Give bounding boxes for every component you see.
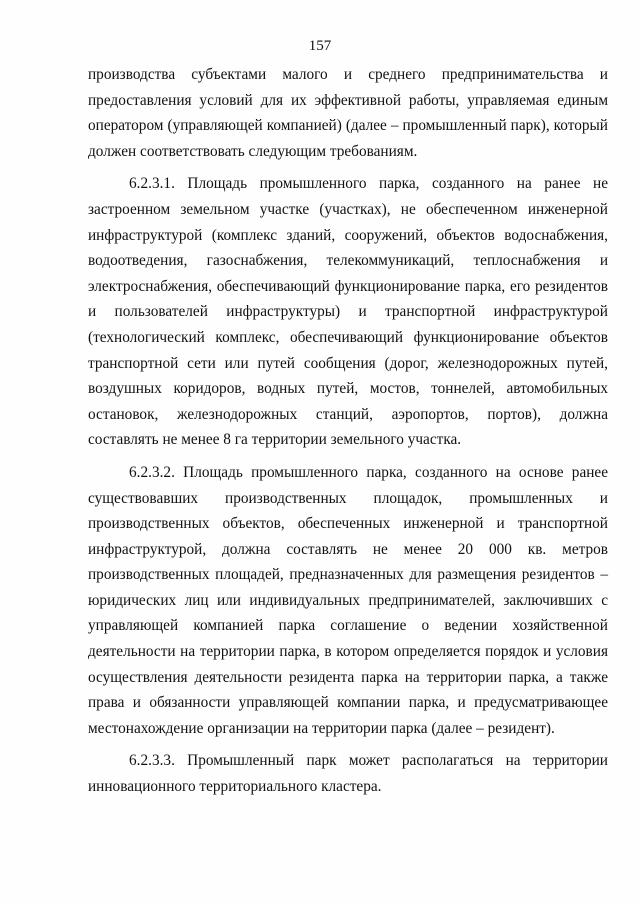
paragraph-continuation: производства субъектами малого и среднего предпринимательства и предоставления условий для их эффективной работы, управляемая единым оператором (управляющей компанией) (далее – промышленный парк), который должен соответствовать следующим требованиям. [88,66,608,160]
paragraph-6-2-3-3: 6.2.3.3. Промышленный парк может располагаться на территории инновационного территориального кластера. [88,752,608,796]
body-text [88,62,608,800]
page-number: 157 [308,38,332,54]
paragraph-6-2-3-1: 6.2.3.1. Площадь промышленного парка, созданного на ранее не застроенном земельном участке (участках), не обеспеченном инженерной инфраструктурой (комплекс зданий, сооружений, объектов водоснабжения, водоотведения, газоснабжения, телекоммуникаций, теплоснабжения и электроснабжения, обеспечивающий функционирование парка, его резидентов и пользователей инфраструктуры) и транспортной инфраструктурой (технологический комплекс, обеспечивающий функционирование объектов транспортной сети или путей сообщения (дорог, железнодорожных путей, воздушных коридоров, водных путей, мостов, тоннелей, автомобильных остановок, железнодорожных станций, аэропортов, портов), должна составлять не менее 8 га территории земельного участка. [88,175,608,449]
paragraph-6-2-3-2: 6.2.3.2. Площадь промышленного парка, созданного на основе ранее существовавших производственных площадок, промышленных и производственных объектов, обеспеченных инженерной и транспортной инфраструктурой, должна составлять не менее 20 000 кв. метров производственных площадей, предназначенных для размещения резидентов – юридических лиц или индивидуальных предпринимателей, заключивших с управляющей компанией парка соглашение о ведении хозяйственной деятельности на территории парка, в котором определяется порядок и условия осуществления деятельности резидента парка на территории парка, а также права и обязанности управляющей компании парка, и предусматривающее местонахождение организации на территории парка (далее – резидент). [88,463,608,737]
